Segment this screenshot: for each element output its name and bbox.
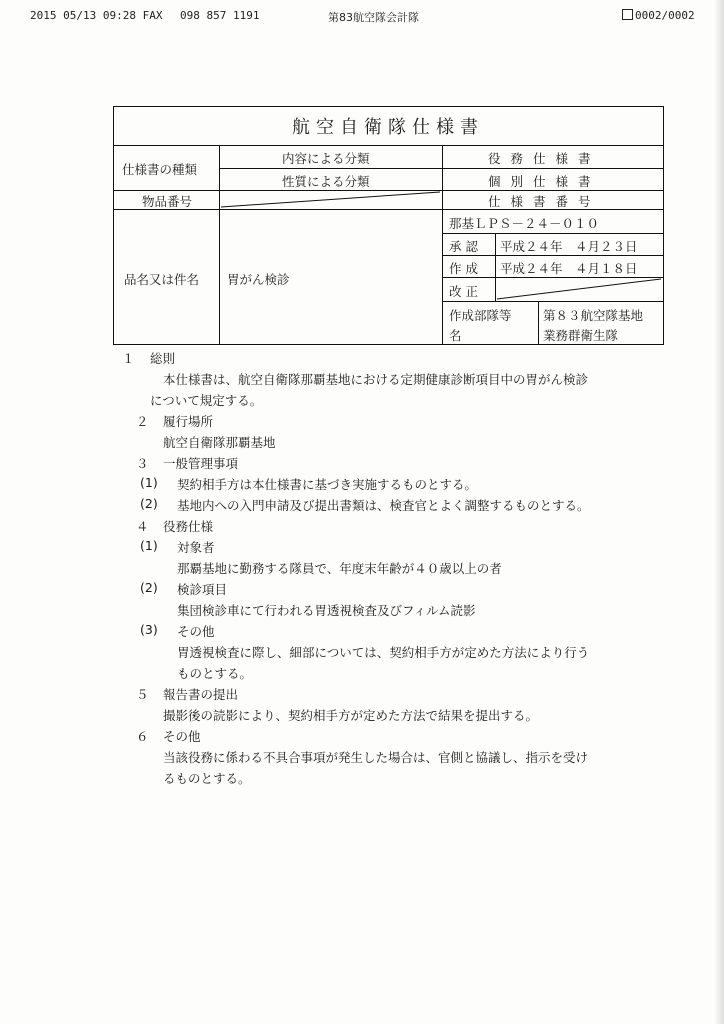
section-3-item-2-num: (2): [140, 496, 158, 511]
approval-label: 承 認: [449, 239, 478, 254]
section-6-line-2: るものとする。: [163, 771, 251, 786]
by-nature-value: 個別仕様書: [488, 174, 601, 189]
by-content-label: 内容による分類: [282, 151, 370, 166]
section-2-title: 履行場所: [163, 414, 214, 429]
section-2-num: ２: [136, 414, 149, 429]
item-number-blank-slash: [219, 190, 442, 209]
approval-date: 平成２４年 ４月２３日: [500, 239, 638, 254]
creator-unit-value-1: 第８３航空隊基地: [543, 308, 644, 323]
revision-label: 改 正: [449, 284, 478, 299]
section-4-item-2-line-1: 集団検診車にて行われる胃透視検査及びフィルム読影: [177, 603, 476, 618]
section-4-item-2-title: 検診項目: [177, 582, 228, 597]
created-label: 作 成: [449, 261, 478, 276]
section-3-item-1-num: (1): [140, 475, 158, 490]
scan-edge-shadow: [714, 0, 724, 1024]
section-3-item-2-text: 基地内への入門申請及び提出書類は、検査官とよく調整するものとする。: [177, 498, 590, 513]
spec-number: 那基ＬＰＳ－２４－０１０: [449, 216, 600, 231]
section-4-item-3-title: その他: [177, 624, 215, 639]
section-4-item-1-line-1: 那覇基地に勤務する隊員で、年度末年齢が４０歳以上の者: [177, 561, 502, 576]
creator-unit-value-2: 業務群衛生隊: [543, 328, 619, 343]
section-5-num: ５: [136, 687, 149, 702]
section-3-item-1-text: 契約相手方は本仕様書に基づき実施するものとする。: [177, 477, 478, 492]
fax-page-number: 0002/0002: [635, 9, 695, 22]
created-date: 平成２４年 ４月１８日: [500, 261, 638, 276]
section-4-item-1-title: 対象者: [177, 540, 215, 555]
section-1-line-1: 本仕様書は、航空自衛隊那覇基地における定期健康診断項目中の胃がん検診: [163, 372, 589, 387]
section-1-title: 総則: [150, 351, 176, 366]
item-name-value: 胃がん検診: [227, 272, 290, 287]
section-1-num: １: [122, 351, 135, 366]
section-4-item-3-line-1: 胃透視検査に際し、細部については、契約相手方が定めた方法により行う: [177, 645, 590, 660]
creator-unit-label-2: 名: [449, 328, 462, 343]
section-1-line-2: について規定する。: [150, 393, 263, 408]
by-nature-label: 性質による分類: [282, 174, 370, 189]
fax-datetime: 2015 05/13 09:28 FAX: [30, 9, 163, 22]
section-4-item-2-num: (2): [140, 580, 158, 595]
creator-unit-label-1: 作成部隊等: [449, 308, 512, 323]
section-6-title: その他: [163, 729, 201, 744]
revision-blank-slash: [495, 277, 663, 301]
section-3-num: ３: [136, 456, 149, 471]
fax-page: [622, 9, 695, 22]
section-5-line-1: 撮影後の読影により、契約相手方が定めた方法で結果を提出する。: [163, 708, 539, 723]
section-4-item-1-num: (1): [140, 538, 158, 553]
section-4-title: 役務仕様: [163, 519, 214, 534]
spec-title: 航空自衛隊仕様書: [292, 117, 484, 138]
by-content-value: 役務仕様書: [488, 151, 601, 166]
section-2-line-1: 航空自衛隊那覇基地: [163, 435, 276, 450]
section-4-item-3-line-2: ものとする。: [177, 666, 253, 681]
section-4-num: ４: [136, 519, 149, 534]
section-4-item-3-num: (3): [140, 622, 158, 637]
fax-page-icon: [622, 9, 633, 20]
section-3-title: 一般管理事項: [163, 456, 239, 471]
item-number-label: 物品番号: [142, 194, 193, 209]
spec-type-label: 仕様書の種類: [122, 162, 198, 177]
section-6-num: ６: [136, 729, 149, 744]
section-5-title: 報告書の提出: [163, 687, 239, 702]
section-6-line-1: 当該役務に係わる不具合事項が発生した場合は、官側と協議し、指示を受け: [163, 750, 589, 765]
fax-number: 098 857 1191: [180, 9, 260, 22]
fax-sender: 第83航空隊会計隊: [328, 11, 419, 24]
item-name-label: 品名又は件名: [124, 272, 200, 287]
spec-number-label: 仕様書番号: [488, 194, 601, 209]
